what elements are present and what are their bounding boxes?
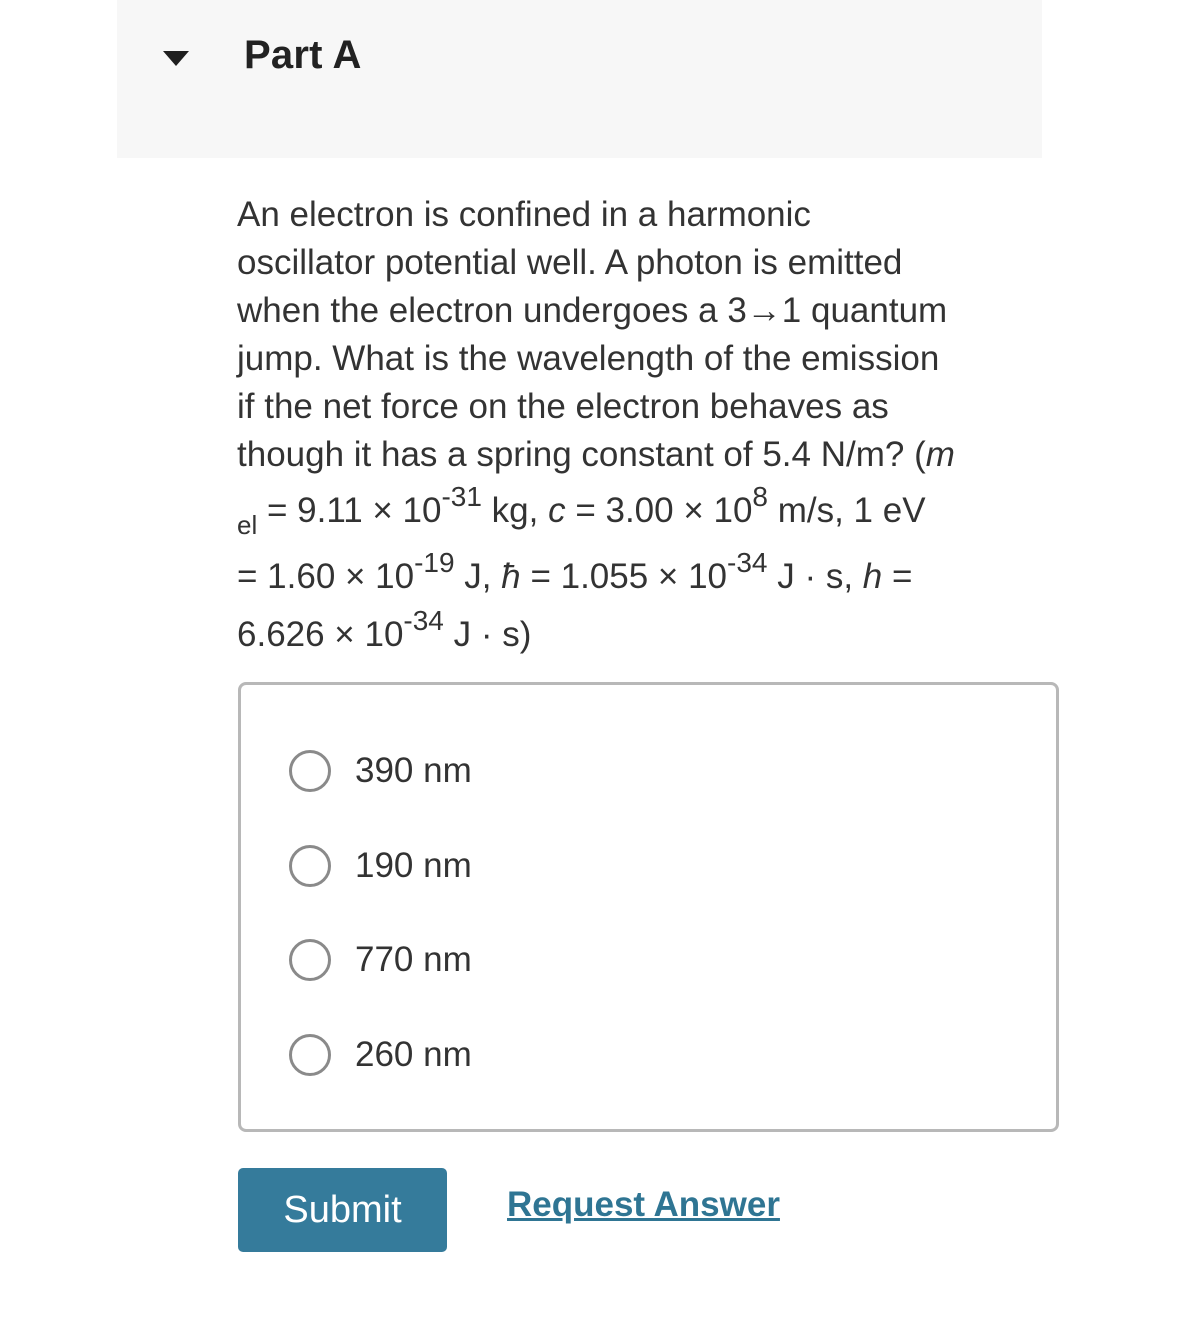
answer-choices [238, 682, 1059, 1132]
choice-option[interactable] [289, 935, 472, 985]
question-line: An electron is confined in a harmonic [237, 195, 811, 234]
choice-option[interactable] [289, 1030, 472, 1080]
radio-button[interactable] [289, 939, 331, 981]
choice-label[interactable]: 190 nm [355, 846, 472, 885]
exponent: 8 [752, 481, 768, 512]
planck-symbol: h [862, 557, 883, 596]
question-fragment: = 3.00 × 10 [565, 491, 753, 530]
question-text [237, 191, 1052, 661]
question-fragment: = 1.60 × 10 [237, 557, 415, 596]
question-line: jump. What is the wavelength of the emission [237, 339, 940, 378]
question-line: if the net force on the electron behaves as [237, 387, 889, 426]
question-line [237, 605, 1052, 661]
request-answer-link[interactable]: Request Answer [507, 1185, 780, 1224]
choice-label[interactable]: 390 nm [355, 751, 472, 790]
hbar-symbol: ħ [501, 557, 521, 596]
submit-button[interactable]: Submit [238, 1168, 447, 1252]
part-header[interactable] [117, 0, 1042, 158]
choice-label[interactable]: 260 nm [355, 1035, 472, 1074]
choice-option[interactable] [289, 841, 472, 891]
question-fragment: = 1.055 × 10 [520, 557, 728, 596]
choice-label[interactable]: 770 nm [355, 940, 472, 979]
question-fragment: kg, [481, 491, 549, 530]
radio-button[interactable] [289, 1034, 331, 1076]
triangle-down-icon[interactable] [163, 51, 189, 66]
exponent: -34 [727, 547, 768, 578]
choice-option[interactable] [289, 746, 472, 796]
radio-button[interactable] [289, 750, 331, 792]
exponent: -31 [441, 481, 482, 512]
exponent: -34 [403, 605, 444, 636]
question-line [237, 479, 1052, 545]
mass-symbol: m [925, 435, 955, 474]
question-line [237, 431, 1052, 479]
part-title: Part A [244, 33, 362, 77]
question-fragment: J · s) [443, 615, 532, 654]
question-line: oscillator potential well. A photon is emitted [237, 243, 903, 282]
question-fragment: = 9.11 × 10 [257, 491, 442, 530]
radio-button[interactable] [289, 845, 331, 887]
subscript-el: el [237, 510, 258, 540]
question-fragment: m/s, 1 eV [768, 491, 926, 530]
question-line [237, 545, 1052, 611]
question-fragment: J, [454, 557, 502, 596]
question-fragment: though it has a spring constant of 5.4 N/m? ( [237, 435, 926, 474]
question-fragment: 6.626 × 10 [237, 615, 404, 654]
exponent: -19 [414, 547, 455, 578]
question-fragment: J · s, [767, 557, 863, 596]
question-line: when the electron undergoes a 3→1 quantum [237, 291, 948, 330]
question-fragment: = [882, 557, 913, 596]
speed-of-light-symbol: c [548, 491, 566, 530]
